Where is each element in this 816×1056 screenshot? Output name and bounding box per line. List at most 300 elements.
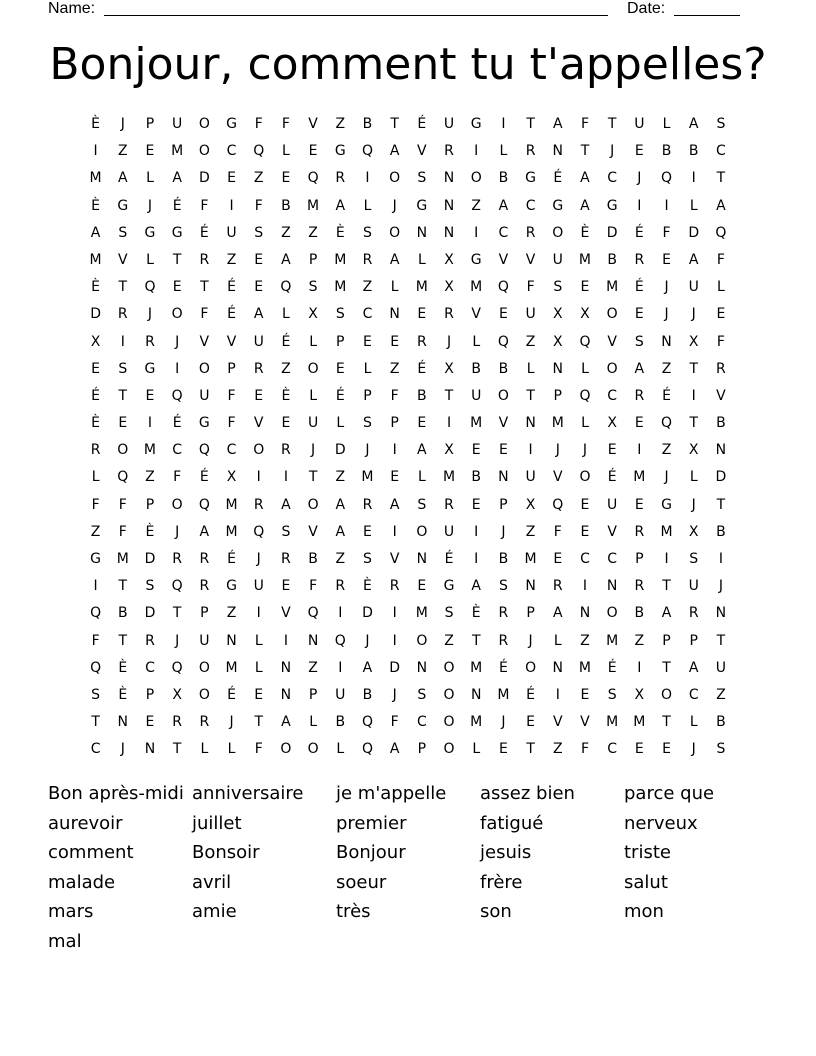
grid-letter[interactable]: J	[664, 306, 669, 323]
grid-letter[interactable]: E	[471, 496, 481, 513]
grid-letter[interactable]: U	[226, 224, 237, 241]
grid-letter[interactable]: A	[552, 605, 563, 622]
grid-letter[interactable]: R	[281, 442, 291, 459]
grid-letter[interactable]: T	[172, 605, 182, 622]
grid-letter[interactable]: M	[171, 143, 184, 160]
grid-letter[interactable]: F	[716, 333, 725, 350]
grid-letter[interactable]: S	[607, 686, 617, 703]
grid-letter[interactable]: O	[307, 360, 319, 377]
grid-letter[interactable]: Q	[497, 279, 509, 296]
grid-letter[interactable]: F	[227, 387, 236, 404]
grid-letter[interactable]: E	[417, 306, 427, 323]
grid-letter[interactable]: U	[715, 659, 727, 676]
grid-letter[interactable]: F	[118, 523, 127, 540]
grid-letter[interactable]: È	[91, 415, 101, 432]
grid-letter[interactable]: L	[254, 632, 263, 649]
grid-letter[interactable]: T	[308, 469, 318, 486]
grid-letter[interactable]: U	[471, 387, 482, 404]
grid-letter[interactable]: M	[551, 415, 564, 432]
grid-letter[interactable]: M	[606, 632, 619, 649]
grid-letter[interactable]: D	[715, 469, 727, 486]
grid-letter[interactable]: F	[173, 469, 182, 486]
grid-letter[interactable]: T	[172, 251, 182, 268]
grid-letter[interactable]: P	[417, 741, 427, 758]
grid-letter[interactable]: L	[146, 251, 154, 268]
grid-letter[interactable]: X	[308, 306, 318, 323]
grid-letter[interactable]: U	[688, 578, 699, 595]
grid-letter[interactable]: T	[662, 714, 671, 731]
grid-letter[interactable]: O	[443, 659, 455, 676]
grid-letter[interactable]: X	[634, 686, 645, 703]
grid-letter[interactable]: F	[227, 415, 236, 432]
grid-letter[interactable]: Z	[281, 224, 291, 241]
grid-letter[interactable]: A	[281, 496, 291, 513]
grid-letter[interactable]: B	[308, 551, 318, 567]
grid-letter[interactable]: S	[363, 551, 372, 567]
grid-letter[interactable]: V	[716, 387, 726, 404]
grid-letter[interactable]: R	[253, 496, 264, 513]
grid-letter[interactable]: Z	[308, 659, 318, 676]
grid-letter[interactable]: R	[634, 387, 645, 404]
grid-letter[interactable]: B	[716, 523, 726, 540]
grid-letter[interactable]: T	[471, 632, 481, 649]
grid-letter[interactable]: M	[307, 197, 320, 214]
grid-letter[interactable]: E	[580, 686, 590, 703]
grid-letter[interactable]: L	[472, 741, 481, 758]
grid-letter[interactable]: É	[417, 360, 427, 377]
grid-letter[interactable]: R	[444, 496, 454, 513]
grid-letter[interactable]: L	[282, 143, 290, 160]
grid-letter[interactable]: X	[580, 306, 590, 323]
grid-letter[interactable]: A	[281, 251, 291, 268]
grid-letter[interactable]: È	[335, 224, 345, 241]
grid-letter[interactable]: G	[552, 197, 564, 214]
grid-letter[interactable]: Q	[361, 143, 373, 160]
grid-letter[interactable]: X	[90, 333, 101, 350]
grid-letter[interactable]: J	[120, 116, 125, 132]
grid-letter[interactable]: N	[280, 686, 292, 703]
grid-letter[interactable]: L	[336, 415, 345, 432]
grid-letter[interactable]: Z	[580, 632, 590, 649]
grid-letter[interactable]: B	[498, 360, 509, 377]
grid-letter[interactable]: É	[199, 224, 209, 241]
grid-letter[interactable]: Q	[715, 224, 727, 241]
grid-letter[interactable]: É	[227, 279, 236, 296]
grid-letter[interactable]: F	[118, 496, 127, 513]
grid-letter[interactable]: O	[661, 686, 673, 703]
grid-letter[interactable]: G	[226, 116, 237, 132]
grid-letter[interactable]: V	[498, 415, 509, 432]
grid-letter[interactable]: R	[634, 523, 645, 540]
grid-letter[interactable]: P	[363, 387, 372, 404]
grid-letter[interactable]: E	[634, 415, 644, 432]
grid-letter[interactable]: L	[526, 360, 535, 377]
grid-letter[interactable]: B	[362, 686, 373, 703]
grid-letter[interactable]: F	[580, 116, 589, 132]
grid-letter[interactable]: A	[389, 741, 400, 758]
grid-letter[interactable]: É	[91, 387, 101, 404]
grid-letter[interactable]: J	[147, 306, 153, 323]
grid-letter[interactable]: V	[525, 251, 536, 268]
grid-letter[interactable]: Z	[525, 523, 536, 540]
grid-letter[interactable]: É	[444, 551, 454, 567]
grid-letter[interactable]: M	[334, 279, 347, 296]
grid-letter[interactable]: X	[172, 686, 182, 703]
grid-letter[interactable]: M	[361, 469, 374, 486]
grid-letter[interactable]: É	[662, 387, 671, 404]
grid-letter[interactable]: S	[444, 605, 454, 622]
grid-letter[interactable]: I	[582, 578, 588, 595]
grid-letter[interactable]: B	[362, 116, 373, 132]
grid-letter[interactable]: M	[225, 659, 238, 676]
grid-letter[interactable]: I	[365, 170, 370, 187]
grid-letter[interactable]: T	[118, 578, 128, 595]
grid-letter[interactable]: A	[172, 170, 182, 187]
grid-letter[interactable]: R	[389, 578, 400, 595]
grid-letter[interactable]: C	[172, 442, 183, 459]
grid-letter[interactable]: M	[143, 442, 157, 459]
grid-letter[interactable]: C	[607, 741, 618, 758]
grid-letter[interactable]: Z	[226, 605, 237, 622]
grid-letter[interactable]: E	[580, 279, 590, 296]
grid-letter[interactable]: X	[688, 333, 699, 350]
grid-letter[interactable]: E	[390, 333, 400, 350]
grid-letter[interactable]: P	[308, 251, 318, 268]
grid-letter[interactable]: I	[256, 469, 261, 486]
name-field-line[interactable]	[104, 15, 608, 16]
grid-letter[interactable]: E	[145, 387, 155, 404]
grid-letter[interactable]: A	[90, 224, 101, 241]
grid-letter[interactable]: È	[281, 387, 291, 404]
grid-letter[interactable]: S	[118, 224, 128, 241]
grid-letter[interactable]: D	[144, 605, 156, 622]
grid-letter[interactable]: V	[580, 714, 590, 731]
grid-letter[interactable]: B	[716, 415, 726, 432]
grid-letter[interactable]: U	[172, 116, 183, 132]
grid-letter[interactable]: S	[716, 116, 726, 132]
grid-letter[interactable]: O	[606, 306, 618, 323]
grid-letter[interactable]: F	[200, 197, 209, 214]
grid-letter[interactable]: C	[90, 741, 101, 758]
grid-letter[interactable]: S	[417, 170, 427, 187]
grid-letter[interactable]: U	[199, 632, 210, 649]
grid-letter[interactable]: L	[662, 116, 671, 132]
grid-letter[interactable]: F	[526, 279, 535, 296]
grid-letter[interactable]: Q	[90, 605, 102, 622]
grid-letter[interactable]: T	[607, 116, 617, 132]
grid-letter[interactable]: I	[93, 578, 98, 595]
grid-letter[interactable]: A	[688, 116, 699, 132]
grid-letter[interactable]: R	[335, 170, 346, 187]
grid-letter[interactable]: E	[634, 143, 644, 160]
grid-letter[interactable]: Q	[144, 279, 156, 296]
grid-letter[interactable]: È	[118, 659, 128, 676]
grid-letter[interactable]: Q	[579, 387, 591, 404]
grid-letter[interactable]: I	[93, 143, 98, 160]
grid-letter[interactable]: I	[338, 605, 343, 622]
grid-letter[interactable]: J	[718, 578, 723, 595]
grid-letter[interactable]: U	[525, 306, 536, 323]
grid-letter[interactable]: L	[689, 197, 698, 214]
grid-letter[interactable]: O	[525, 659, 537, 676]
grid-letter[interactable]: É	[607, 659, 617, 676]
grid-letter[interactable]: U	[199, 387, 210, 404]
grid-letter[interactable]: I	[446, 415, 452, 432]
grid-letter[interactable]: J	[120, 741, 125, 758]
grid-letter[interactable]: B	[688, 143, 699, 160]
grid-letter[interactable]: V	[281, 605, 291, 622]
grid-letter[interactable]: N	[226, 632, 237, 649]
grid-letter[interactable]: O	[443, 714, 455, 731]
grid-letter[interactable]: N	[715, 442, 727, 459]
grid-letter[interactable]: T	[526, 387, 535, 404]
grid-letter[interactable]: L	[227, 741, 236, 758]
grid-letter[interactable]: S	[498, 578, 508, 595]
grid-letter[interactable]: E	[526, 714, 536, 731]
grid-letter[interactable]: S	[281, 523, 291, 540]
grid-letter[interactable]: S	[417, 496, 427, 513]
grid-letter[interactable]: L	[581, 360, 589, 377]
grid-letter[interactable]: O	[198, 116, 210, 132]
grid-letter[interactable]: E	[580, 523, 590, 540]
grid-letter[interactable]: G	[90, 551, 102, 567]
grid-letter[interactable]: Q	[334, 632, 346, 649]
grid-letter[interactable]: R	[444, 306, 454, 323]
grid-letter[interactable]: R	[117, 306, 128, 323]
grid-letter[interactable]: Q	[661, 170, 673, 187]
grid-letter[interactable]: O	[280, 741, 292, 758]
grid-letter[interactable]: J	[691, 741, 696, 758]
grid-letter[interactable]: A	[389, 496, 400, 513]
grid-letter[interactable]: R	[416, 333, 427, 350]
grid-letter[interactable]: É	[281, 333, 291, 350]
grid-letter[interactable]: L	[309, 387, 317, 404]
grid-letter[interactable]: M	[660, 523, 673, 540]
grid-letter[interactable]: N	[416, 224, 428, 241]
grid-letter[interactable]: I	[691, 387, 696, 404]
grid-letter[interactable]: J	[175, 523, 180, 540]
grid-letter[interactable]: C	[716, 143, 726, 160]
grid-letter[interactable]: Q	[307, 605, 319, 622]
grid-letter[interactable]: U	[443, 116, 455, 132]
grid-letter[interactable]: J	[446, 333, 452, 350]
grid-letter[interactable]: X	[444, 251, 454, 268]
grid-letter[interactable]: É	[227, 306, 236, 323]
grid-letter[interactable]: A	[688, 251, 699, 268]
grid-letter[interactable]: É	[634, 279, 644, 296]
grid-letter[interactable]: S	[417, 686, 427, 703]
grid-letter[interactable]: P	[145, 496, 155, 513]
grid-letter[interactable]: B	[417, 387, 427, 404]
grid-letter[interactable]: M	[470, 714, 483, 731]
grid-letter[interactable]: Q	[361, 714, 373, 731]
grid-letter[interactable]: V	[308, 523, 318, 540]
grid-letter[interactable]: É	[227, 551, 236, 567]
grid-letter[interactable]: R	[145, 333, 155, 350]
grid-letter[interactable]: S	[689, 551, 699, 567]
grid-letter[interactable]: G	[334, 143, 346, 160]
grid-letter[interactable]: C	[362, 306, 373, 323]
grid-letter[interactable]: T	[716, 632, 726, 649]
grid-letter[interactable]: R	[335, 578, 346, 595]
grid-letter[interactable]: M	[606, 714, 619, 731]
grid-letter[interactable]: V	[226, 333, 237, 350]
grid-letter[interactable]: O	[171, 306, 183, 323]
grid-letter[interactable]: X	[444, 442, 454, 459]
grid-letter[interactable]: N	[443, 197, 455, 214]
grid-letter[interactable]: Q	[198, 496, 210, 513]
grid-letter[interactable]: M	[524, 551, 537, 567]
grid-letter[interactable]: È	[118, 686, 128, 703]
grid-letter[interactable]: I	[283, 632, 288, 649]
grid-letter[interactable]: E	[580, 496, 590, 513]
grid-letter[interactable]: F	[91, 496, 100, 513]
grid-letter[interactable]: O	[497, 387, 509, 404]
grid-letter[interactable]: P	[145, 686, 155, 703]
grid-letter[interactable]: A	[117, 170, 128, 187]
grid-letter[interactable]: A	[688, 659, 699, 676]
grid-letter[interactable]: N	[470, 686, 482, 703]
grid-letter[interactable]: N	[498, 469, 509, 486]
grid-letter[interactable]: È	[145, 523, 155, 540]
grid-letter[interactable]: V	[117, 251, 128, 268]
grid-letter[interactable]: F	[580, 741, 589, 758]
grid-letter[interactable]: E	[634, 741, 644, 758]
grid-letter[interactable]: Q	[253, 143, 265, 160]
grid-letter[interactable]: J	[582, 442, 588, 459]
grid-letter[interactable]: L	[717, 279, 725, 296]
grid-letter[interactable]: X	[525, 496, 536, 513]
grid-letter[interactable]: A	[552, 116, 563, 132]
grid-letter[interactable]: A	[335, 496, 346, 513]
grid-letter[interactable]: E	[281, 415, 291, 432]
grid-letter[interactable]: G	[470, 251, 482, 268]
grid-letter[interactable]: M	[415, 279, 428, 296]
grid-letter[interactable]: Z	[525, 333, 536, 350]
grid-letter[interactable]: I	[175, 360, 180, 377]
grid-letter[interactable]: L	[553, 632, 562, 649]
grid-letter[interactable]: A	[335, 197, 346, 214]
grid-letter[interactable]: J	[501, 523, 506, 540]
grid-letter[interactable]: È	[580, 224, 590, 241]
grid-letter[interactable]: M	[470, 659, 483, 676]
grid-letter[interactable]: J	[528, 632, 533, 649]
grid-letter[interactable]: O	[416, 632, 428, 649]
grid-letter[interactable]: G	[470, 116, 482, 132]
grid-letter[interactable]: F	[281, 116, 290, 132]
grid-letter[interactable]: Z	[281, 360, 291, 377]
grid-letter[interactable]: I	[283, 469, 288, 486]
grid-letter[interactable]: R	[634, 578, 645, 595]
grid-letter[interactable]: Z	[471, 197, 482, 214]
grid-letter[interactable]: C	[145, 659, 155, 676]
grid-letter[interactable]: I	[474, 523, 479, 540]
grid-letter[interactable]: O	[117, 442, 129, 459]
grid-letter[interactable]: A	[335, 523, 346, 540]
grid-letter[interactable]: L	[390, 279, 399, 296]
grid-letter[interactable]: Z	[253, 170, 264, 187]
grid-letter[interactable]: U	[443, 523, 455, 540]
grid-letter[interactable]: J	[147, 197, 153, 214]
grid-letter[interactable]: A	[389, 251, 400, 268]
grid-letter[interactable]: T	[716, 496, 726, 513]
grid-letter[interactable]: V	[253, 415, 264, 432]
grid-letter[interactable]: R	[145, 632, 155, 649]
grid-letter[interactable]: N	[144, 741, 156, 758]
grid-letter[interactable]: E	[281, 578, 291, 595]
grid-letter[interactable]: J	[365, 632, 370, 649]
grid-letter[interactable]: G	[198, 415, 210, 432]
grid-letter[interactable]: Q	[171, 387, 183, 404]
grid-letter[interactable]: E	[662, 741, 671, 758]
grid-letter[interactable]: È	[91, 197, 101, 214]
grid-letter[interactable]: V	[607, 333, 617, 350]
grid-letter[interactable]: R	[199, 251, 210, 268]
grid-letter[interactable]: T	[689, 415, 698, 432]
grid-letter[interactable]: I	[664, 197, 669, 214]
grid-letter[interactable]: Z	[634, 632, 645, 649]
grid-letter[interactable]: N	[579, 605, 591, 622]
grid-letter[interactable]: I	[147, 415, 153, 432]
grid-letter[interactable]: O	[389, 170, 401, 187]
grid-letter[interactable]: T	[444, 387, 454, 404]
grid-letter[interactable]: È	[471, 605, 481, 622]
grid-letter[interactable]: O	[307, 741, 319, 758]
grid-letter[interactable]: V	[308, 116, 318, 132]
grid-letter[interactable]: E	[227, 170, 236, 187]
grid-letter[interactable]: M	[89, 170, 102, 187]
grid-letter[interactable]: J	[691, 306, 696, 323]
grid-letter[interactable]: G	[144, 360, 156, 377]
grid-letter[interactable]: N	[117, 714, 129, 731]
grid-letter[interactable]: E	[281, 170, 291, 187]
grid-letter[interactable]: G	[525, 170, 537, 187]
grid-letter[interactable]: Z	[226, 251, 237, 268]
grid-letter[interactable]: V	[417, 143, 427, 160]
grid-letter[interactable]: G	[171, 224, 183, 241]
grid-letter[interactable]: I	[474, 551, 479, 567]
grid-letter[interactable]: N	[416, 551, 428, 567]
grid-letter[interactable]: A	[389, 143, 400, 160]
grid-letter[interactable]: Q	[307, 170, 319, 187]
grid-letter[interactable]: U	[634, 116, 645, 132]
grid-letter[interactable]: P	[662, 632, 671, 649]
grid-letter[interactable]: I	[338, 659, 343, 676]
grid-letter[interactable]: A	[634, 360, 645, 377]
grid-letter[interactable]: E	[363, 333, 372, 350]
grid-letter[interactable]: Q	[661, 415, 673, 432]
grid-letter[interactable]: U	[525, 469, 536, 486]
grid-letter[interactable]: N	[525, 415, 536, 432]
grid-letter[interactable]: X	[444, 360, 454, 377]
grid-letter[interactable]: A	[580, 170, 590, 187]
grid-letter[interactable]: Z	[552, 741, 563, 758]
grid-letter[interactable]: M	[470, 279, 483, 296]
grid-letter[interactable]: T	[118, 279, 128, 296]
grid-letter[interactable]: P	[308, 686, 318, 703]
grid-letter[interactable]: É	[634, 224, 644, 241]
grid-letter[interactable]: X	[226, 469, 237, 486]
grid-letter[interactable]: Q	[253, 523, 265, 540]
grid-letter[interactable]: R	[444, 143, 454, 160]
grid-letter[interactable]: S	[254, 224, 264, 241]
grid-letter[interactable]: R	[498, 632, 509, 649]
grid-letter[interactable]: O	[552, 224, 564, 241]
grid-letter[interactable]: O	[198, 659, 210, 676]
grid-letter[interactable]: M	[633, 469, 646, 486]
grid-letter[interactable]: B	[281, 197, 291, 214]
grid-letter[interactable]: Z	[444, 632, 454, 649]
